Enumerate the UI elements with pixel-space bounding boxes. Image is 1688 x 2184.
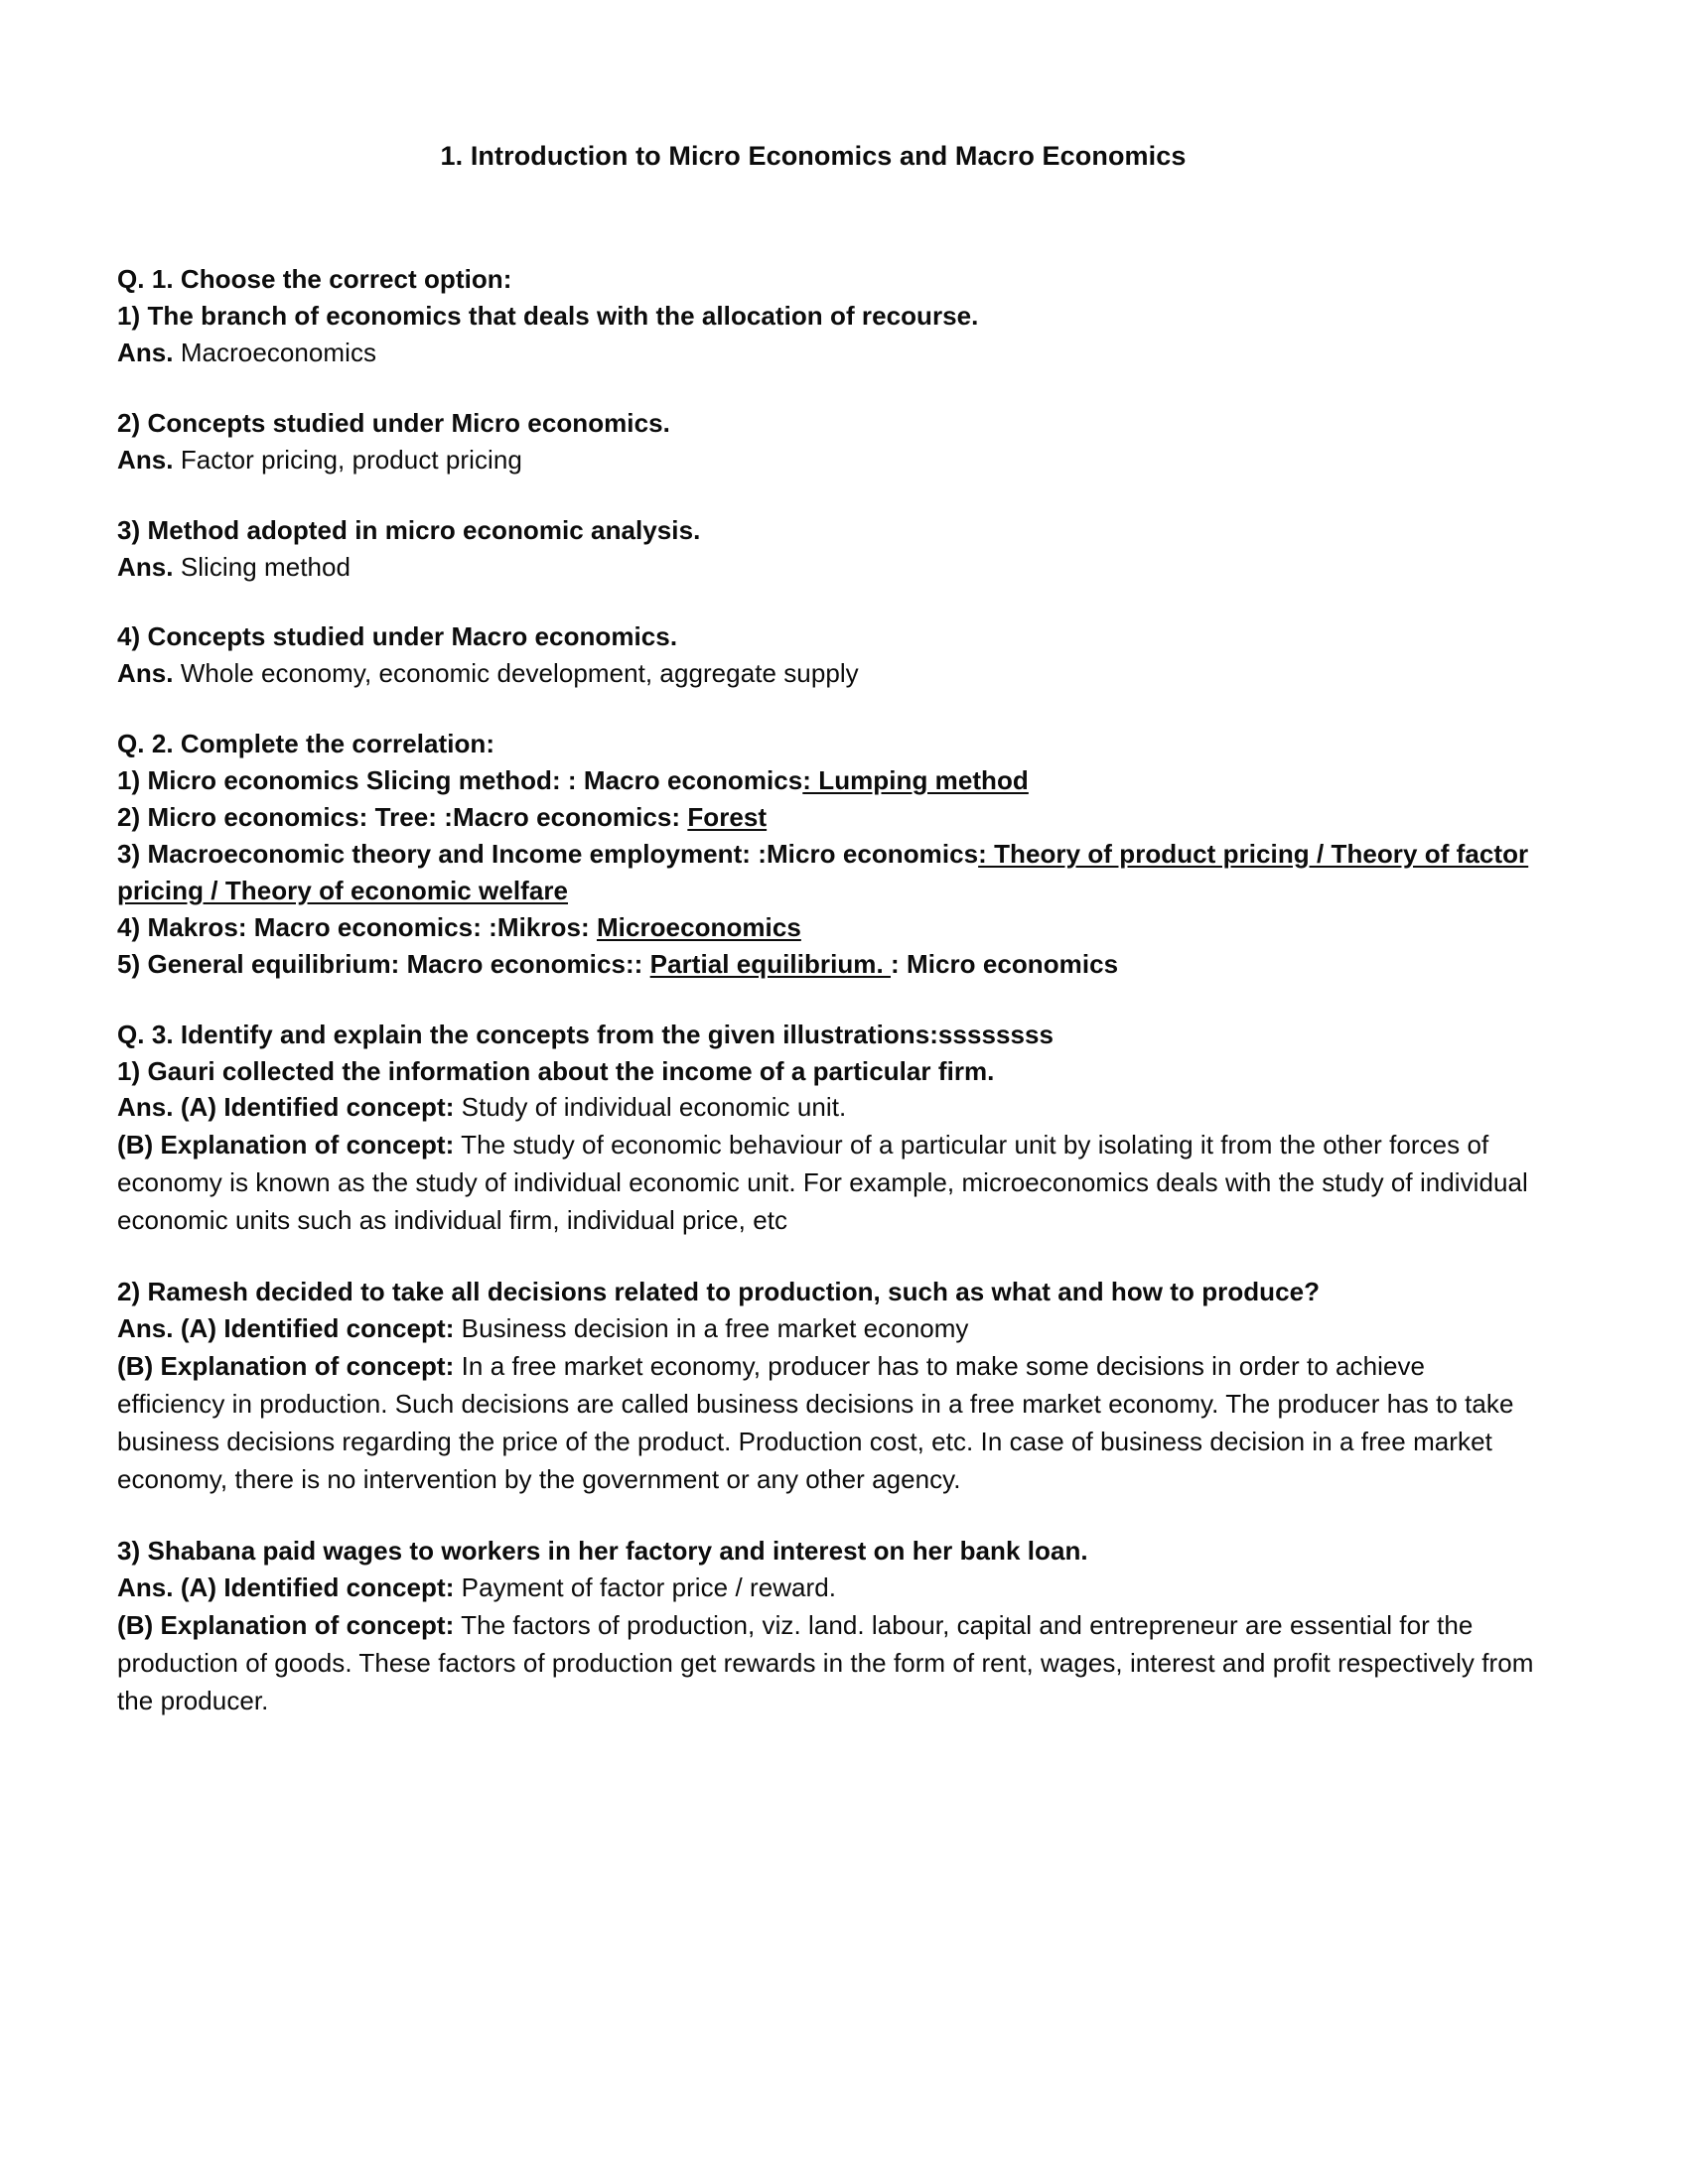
q3-item-3-identified — [117, 1570, 1537, 1607]
q1-item-1-question: 1) The branch of economics that deals with the allocation of recourse. — [117, 301, 979, 331]
answer-label: Ans. — [117, 551, 174, 582]
explanation-concept-label: (B) Explanation of concept: — [117, 1351, 455, 1382]
q2-item-3 — [117, 836, 1537, 909]
q2-item-5-tail: : Micro economics — [891, 948, 1119, 979]
q1-item-2-answer-text: Factor pricing, product pricing — [180, 444, 522, 475]
q3-item-3-question: 3) Shabana paid wages to workers in her factory and interest on her bank loan. — [117, 1535, 1088, 1566]
answer-label: Ans. — [117, 337, 174, 367]
q2-item-1-answer: : Lumping method — [802, 765, 1029, 796]
page-title: 1. Introduction to Micro Economics and Macro Economics — [440, 141, 1187, 171]
explanation-concept-label: (B) Explanation of concept: — [117, 1130, 455, 1160]
question-2-section — [117, 726, 1539, 982]
explanation-concept-label: (B) Explanation of concept: — [117, 1609, 455, 1640]
q1-item-1-answer — [117, 335, 1539, 371]
spacer — [117, 1240, 1539, 1274]
question-1-section — [117, 261, 1539, 692]
q1-item-1-answer-text: Macroeconomics — [180, 337, 377, 367]
answer-label: Ans. — [117, 444, 174, 475]
q1-item-3-answer — [117, 549, 1539, 586]
q2-item-3-prompt: 3) Macroeconomic theory and Income employment: :Micro economics — [117, 838, 979, 869]
q3-item-1-identified — [117, 1089, 1537, 1127]
q3-item-2-identified — [117, 1310, 1537, 1348]
q1-item-4-question: 4) Concepts studied under Macro economics. — [117, 621, 678, 652]
q2-item-2-answer: Forest — [687, 802, 768, 833]
q2-item-4-prompt: 4) Makros: Macro economics: :Mikros: — [117, 911, 597, 942]
q3-heading: Q. 3. Identify and explain the concepts from the given illustrations:ssssssss — [117, 1019, 1054, 1049]
q3-item-2-explanation — [117, 1348, 1537, 1499]
q2-item-5-answer: Partial equilibrium. — [649, 948, 891, 979]
q2-item-1 — [117, 762, 1539, 799]
q3-item-1-question: 1) Gauri collected the information about the income of a particular firm. — [117, 1055, 995, 1086]
q3-item-3-identified-text: Payment of factor price / reward. — [454, 1571, 837, 1602]
spacer — [117, 585, 1539, 618]
identified-concept-label: Ans. (A) Identified concept: — [117, 1092, 455, 1123]
spacer — [117, 692, 1539, 726]
answer-label: Ans. — [117, 658, 174, 689]
q2-item-3-answer: : Theory of product pricing / Theory of factor pricing / Theory of economic welfare — [117, 838, 1529, 905]
q2-item-2 — [117, 799, 1539, 836]
q1-item-2-answer — [117, 442, 1539, 478]
q2-item-5 — [117, 946, 1539, 983]
q2-item-4-answer: Microeconomics — [596, 911, 801, 942]
spacer — [117, 983, 1539, 1017]
q1-item-3-answer-text: Slicing method — [180, 551, 352, 582]
q1-item-4-answer-text: Whole economy, economic development, aggregate supply — [180, 658, 859, 689]
identified-concept-label: Ans. (A) Identified concept: — [117, 1571, 455, 1602]
q2-heading: Q. 2. Complete the correlation: — [117, 729, 495, 759]
q3-item-1-explanation — [117, 1127, 1537, 1240]
q3-item-3-explanation — [117, 1607, 1537, 1720]
q1-item-3-question: 3) Method adopted in micro economic analysis. — [117, 514, 701, 545]
q2-item-2-prompt: 2) Micro economics: Tree: :Macro economics: — [117, 802, 688, 833]
q3-item-1-identified-text: Study of individual economic unit. — [454, 1092, 847, 1123]
title-spacer — [117, 174, 1539, 261]
q1-item-4-answer — [117, 655, 1539, 692]
spacer — [117, 478, 1539, 512]
q1-item-2-question: 2) Concepts studied under Micro economics. — [117, 407, 670, 438]
q3-item-2-explanation-text: In a free market economy, producer has to make some decisions in order to achieve efficiency in production. Such decisions are called business decisions in a free market economy. The producer has to take business decisions regarding the price of the product. Production cost, etc. In case of business decision in a free market economy, there is no intervention by the government or any other agency. — [117, 1351, 1514, 1494]
q2-item-5-prompt: 5) General equilibrium: Macro economics:: — [117, 948, 650, 979]
question-3-section — [117, 1017, 1539, 1720]
q1-heading: Q. 1. Choose the correct option: — [117, 264, 512, 295]
q3-item-1-explanation-text: The study of economic behaviour of a particular unit by isolating it from the other forces of economy is known as the study of individual economic unit. For example, microeconomics deals with the study of individual economic units such as individual firm, individual price, etc — [117, 1130, 1528, 1236]
identified-concept-label: Ans. (A) Identified concept: — [117, 1313, 455, 1344]
q3-item-2-question: 2) Ramesh decided to take all decisions related to production, such as what and how to produce? — [117, 1277, 1321, 1307]
q2-item-4 — [117, 909, 1539, 946]
q3-item-2-identified-text: Business decision in a free market economy — [454, 1313, 969, 1344]
q2-item-1-prompt: 1) Micro economics Slicing method: : Macro economics — [117, 765, 803, 796]
q3-item-3-explanation-text: The factors of production, viz. land. labour, capital and entrepreneur are essential for the production of goods. These factors of production get rewards in the form of rent, wages, interest and profit respectively from the producer. — [117, 1609, 1534, 1715]
spacer — [117, 1499, 1539, 1533]
spacer — [117, 371, 1539, 405]
